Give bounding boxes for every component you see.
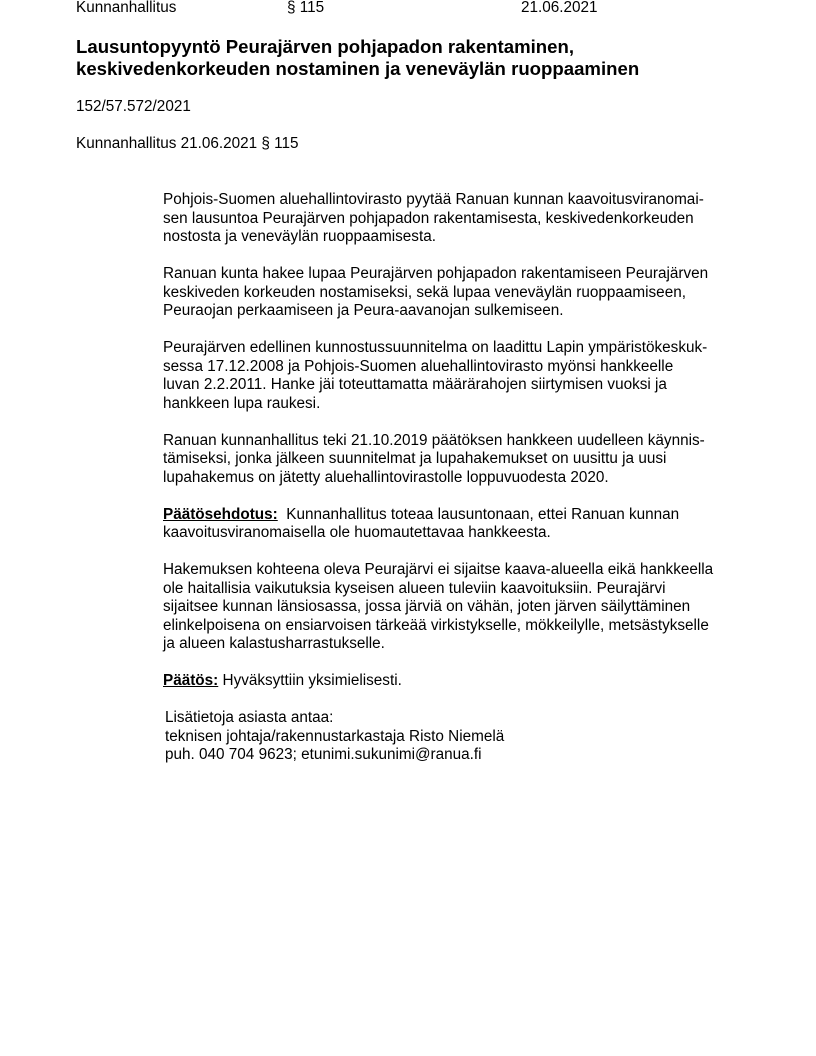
text-line: Peurajärven edellinen kunnostussuunnitelma on laadittu Lapin ympäristökeskuk- xyxy=(163,339,708,356)
proposal-line-1 xyxy=(163,506,753,525)
proposal-text: Kunnanhallitus toteaa lausuntonaan, ettei Ranuan kunnan xyxy=(286,505,680,523)
text-line: Ranuan kunnanhallitus teki 21.10.2019 päätöksen hankkeen uudelleen käynnis- xyxy=(163,431,705,449)
header-date: 21.06.2021 xyxy=(521,0,598,16)
decision-label: Päätös: xyxy=(163,672,219,689)
text-line: Ranuan kunta hakee lupaa Peurajärven pohjapadon rakentamiseen Peurajärven xyxy=(163,265,709,282)
text-line: Pohjois-Suomen aluehallintovirasto pyytää Ranuan kunnan kaavoitusviranomai- xyxy=(163,191,704,208)
text-line: sen lausuntoa Peurajärven pohjapadon rakentamisesta, keskivedenkorkeuden xyxy=(163,209,694,227)
paragraph-history xyxy=(163,339,753,413)
header-section: § 115 xyxy=(287,0,325,16)
text-line: ja alueen kalastusharrastukselle. xyxy=(163,635,385,652)
text-line: sijaitsee kunnan länsiosassa, jossa järviä on vähän, joten järven säilyttäminen xyxy=(163,598,691,615)
contact-heading: Lisätietoja asiasta antaa: xyxy=(165,709,334,726)
decision-text: Hyväksyttiin yksimielisesti. xyxy=(222,672,402,689)
text-line: lupahakemus on jätetty aluehallintovirastolle loppuvuodesta 2020. xyxy=(163,468,609,486)
text-line: luvan 2.2.2011. Hanke jäi toteuttamatta määrärahojen siirtymisen vuoksi ja xyxy=(163,376,667,393)
document-body xyxy=(163,191,753,783)
header-body: Kunnanhallitus xyxy=(76,0,177,16)
text-line: nostosta ja veneväylän ruoppaamisesta. xyxy=(163,228,436,245)
text-line: keskiveden korkeuden nostamiseksi, sekä lupaa veneväylän ruoppaamiseen, xyxy=(163,283,686,301)
paragraph-restart xyxy=(163,432,753,488)
paragraph-request xyxy=(163,191,753,247)
text-line: kaavoitusviranomaisella ole huomautettavaa hankkeesta. xyxy=(163,524,551,541)
paragraph-proposal xyxy=(163,506,753,543)
contact-person: teknisen johtaja/rakennustarkastaja Risto Niemelä xyxy=(165,727,505,745)
contact-details: puh. 040 704 9623; etunimi.sukunimi@ranua.fi xyxy=(165,746,482,763)
title-line-1: Lausuntopyyntö Peurajärven pohjapadon rakentaminen, xyxy=(76,36,574,57)
contact-info xyxy=(165,709,753,765)
paragraph-rationale xyxy=(163,561,753,654)
text-line: tämiseksi, jonka jälkeen suunnitelmat ja lupahakemukset on uusittu ja uusi xyxy=(163,450,667,467)
title-line-2: keskivedenkorkeuden nostaminen ja veneväylän ruoppaaminen xyxy=(76,58,640,79)
text-line: Peuraojan perkaamiseen ja Peura-aavanojan sulkemiseen. xyxy=(163,302,564,319)
meeting-reference: Kunnanhallitus 21.06.2021 § 115 xyxy=(76,135,299,152)
text-line: Hakemuksen kohteena oleva Peurajärvi ei sijaitse kaava-alueella eikä hankkeella xyxy=(163,561,714,578)
text-line: ole haitallisia vaikutuksia kyseisen alueen tuleviin kaavoituksiin. Peurajärvi xyxy=(163,579,666,597)
record-number: 152/57.572/2021 xyxy=(76,98,191,115)
paragraph-decision xyxy=(163,672,753,691)
paragraph-application xyxy=(163,265,753,321)
text-line: elinkelpoisena on ensiarvoisen tärkeää virkistykselle, mökkeilylle, metsästykselle xyxy=(163,616,709,634)
text-line: hankkeen lupa raukesi. xyxy=(163,394,321,412)
proposal-label: Päätösehdotus: xyxy=(163,505,278,523)
text-line: sessa 17.12.2008 ja Pohjois-Suomen aluehallintovirasto myönsi hankkeelle xyxy=(163,357,674,375)
document-title xyxy=(76,36,639,80)
